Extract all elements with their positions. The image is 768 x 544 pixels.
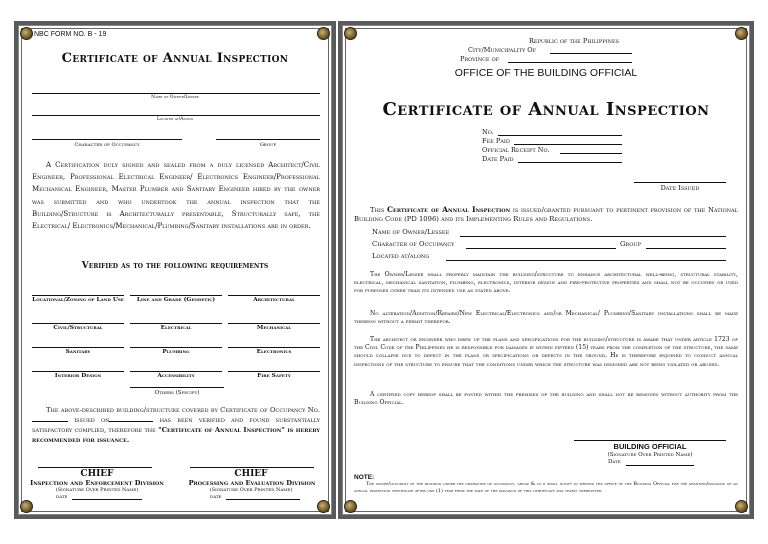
- form-number: NBC FORM NO. B - 19: [34, 31, 107, 38]
- chief1-signature-label: (Signature Over Printed Name): [55, 487, 139, 493]
- covered-paragraph: The above-described building/structure covered by Certificate of Occupancy No. issued on has been verified and found substantially satisfactory complied, therefore the "Certificate of Annual Inspection" is hereby recommended for issuance.: [32, 406, 320, 444]
- right-group-line: [646, 248, 726, 249]
- requirement-label: Line and Grade (Geodetic): [136, 297, 216, 303]
- requirement-checkbox-line: [130, 347, 222, 348]
- requirement-label: Electrical: [160, 325, 192, 331]
- requirement-checkbox-line: [130, 323, 222, 324]
- official-signature-label: (Signature Over Printed Name): [607, 452, 693, 458]
- requirement-label: Interior Design: [54, 373, 102, 379]
- requirement-checkbox-line: [228, 295, 320, 296]
- date-issued-label: Date Issued: [660, 184, 700, 192]
- certification-paragraph: A Certification duly signed and sealed from a duly licensed Architect/Civil Engineer, Professional Electrical Engineer/ Electronics Engineer/Professional Mechanical Engineer, Master Plumber and Sanitary Engineer hired by the owner was submitted and who undertook the annual inspection that the Building/Structure is Architecturally presentable, Structurally safe, the Electrical/ Electronics/Mechanical/Plumbing/Sanitary installations are in order.: [32, 161, 320, 231]
- official-date-line: [626, 465, 694, 466]
- receipt-line: [560, 153, 622, 154]
- right-location-label: Located at/along: [372, 252, 430, 260]
- bolt-icon: [20, 27, 33, 40]
- date-issued-line: [634, 182, 726, 183]
- right-group-label: Group: [620, 240, 641, 248]
- right-owner-line: [460, 236, 726, 237]
- chief2-date-label: date: [210, 494, 222, 500]
- province-line: [508, 62, 632, 63]
- owner-name-line: [32, 93, 320, 94]
- bolt-icon: [344, 500, 357, 513]
- others-line: [130, 387, 224, 388]
- location-label: Located at/Along: [156, 117, 193, 122]
- group-label: Group: [259, 142, 277, 148]
- requirement-label: Architectural: [253, 297, 295, 303]
- right-location-line: [446, 260, 726, 261]
- requirement-label: Accessibility: [157, 373, 195, 379]
- right-owner-label: Name of Owner/Lessee: [372, 228, 450, 236]
- date-paid-label: Date Paid: [482, 155, 514, 163]
- no-line: [498, 135, 622, 136]
- chief1-title: CHIEF: [80, 469, 114, 479]
- chief1-sign-line: [38, 467, 152, 468]
- requirement-checkbox-line: [130, 295, 222, 296]
- chief1-division: Inspection and Enforcement Division: [30, 479, 164, 487]
- requirement-label: Civil/Structural: [53, 325, 103, 331]
- official-date-label: Date: [608, 459, 621, 465]
- note-label: NOTE:: [354, 474, 375, 481]
- requirement-checkbox-line: [130, 371, 222, 372]
- verified-heading: Verified as to the following requirements: [81, 261, 269, 271]
- requirement-label: Locational/Zoning of Land Use: [32, 297, 124, 303]
- right-character-line: [466, 248, 616, 249]
- location-line: [32, 115, 320, 116]
- office-title: OFFICE OF THE BUILDING OFFICIAL: [454, 67, 638, 79]
- chief1-date-line: [72, 499, 142, 500]
- maintain-paragraph: The Owner/Lessee shall properly maintain the building/structure to enhance architectural well-being, structural stability, electrical, mechanical sanitation, plumbing, electronics, interior design and fire-protective properties and shall not be occupied or used for purposes other than its intended use as stated above.: [354, 271, 738, 295]
- bolt-icon: [735, 27, 748, 40]
- chief2-title: CHIEF: [234, 469, 268, 479]
- others-label: Others (Specify): [154, 390, 200, 396]
- alteration-paragraph: No alteration/Addition/Repairs/New Electrical/Electronics and/or Mechanical/ Plumbing/Sanitary installations shall be made thereon without a permit therefor.: [354, 310, 738, 326]
- province-label: Province of: [460, 55, 500, 63]
- chief1-date-label: date: [56, 494, 68, 500]
- chief2-signature-label: (Signature Over Printed Name): [209, 487, 293, 493]
- left-title: Certificate of Annual Inspection: [61, 51, 289, 66]
- chief2-sign-line: [190, 467, 314, 468]
- date-paid-line: [518, 162, 622, 163]
- requirement-label: Mechanical: [256, 325, 292, 331]
- right-title: Certificate of Annual Inspection: [382, 99, 710, 120]
- bolt-icon: [344, 27, 357, 40]
- requirement-label: Sanitary: [65, 349, 91, 355]
- bolt-icon: [20, 500, 33, 513]
- architect-paragraph: The architect or engineer who drew up the plans and specifications for the building/structure is aware that under article 1723 of the Civil Code of the Philippines he is responsible for damages if within fifteen (15) years from the completion of the structure, the same should collapse due to defect in the plans or specifications or defects in the ground. He is therefore enjoined to conduct annual inspections of the structure to ensure that the conditions under which the structure was designed are not being violated or abused.: [354, 336, 738, 368]
- official-title: BUILDING OFFICIAL: [613, 442, 687, 451]
- left-certificate-page: [14, 21, 336, 519]
- requirement-checkbox-line: [32, 371, 124, 372]
- character-label: Character of Occupancy: [74, 142, 140, 148]
- requirement-label: Plumbing: [162, 349, 190, 355]
- official-sign-line: [574, 440, 726, 441]
- right-certificate-page: [338, 21, 754, 519]
- republic-label: Republic of the Philippines: [528, 37, 620, 45]
- requirement-checkbox-line: [228, 371, 320, 372]
- bolt-icon: [317, 500, 330, 513]
- right-character-label: Character of Occupancy: [372, 240, 455, 248]
- chief2-division: Processing and Evaluation Division: [188, 479, 316, 487]
- requirement-checkbox-line: [32, 347, 124, 348]
- bolt-icon: [317, 27, 330, 40]
- requirement-label: Fire Safety: [257, 373, 291, 379]
- character-line: [32, 139, 182, 140]
- city-line: [550, 53, 632, 54]
- bolt-icon: [735, 500, 748, 513]
- issued-paragraph: This Certificate of Annual Inspection is issued/granted pursuant to pertinent provision of the National Building Code (PD 1096) and its Implementing Rules and Regulations.: [354, 205, 738, 223]
- requirement-checkbox-line: [228, 323, 320, 324]
- requirement-checkbox-line: [32, 295, 124, 296]
- requirement-checkbox-line: [228, 347, 320, 348]
- city-label: City/Municipality Of: [468, 46, 537, 54]
- note-paragraph: The owner/occupant of the building under the character of occupancy, group & to ii shall notify in writing the office of the Building Official for the granting/issuance of an annual inspection certificate after one (1) year from the date of the issuance of this certificate and yearly thereafter.: [354, 481, 738, 495]
- requirement-label: Electronics: [256, 349, 292, 355]
- receipt-label: Official Receipt No.: [482, 146, 550, 154]
- chief2-date-line: [226, 499, 300, 500]
- no-label: No.: [482, 128, 494, 136]
- fee-label: Fee Paid: [482, 137, 510, 145]
- requirement-checkbox-line: [32, 323, 124, 324]
- group-line: [216, 139, 320, 140]
- fee-line: [514, 144, 622, 145]
- posting-paragraph: A certified copy hereof shall be posted within the premises of the building and shall not be removed without authority from the Building Official.: [354, 391, 738, 407]
- owner-name-label: Name of Owner/Lessee: [151, 95, 199, 100]
